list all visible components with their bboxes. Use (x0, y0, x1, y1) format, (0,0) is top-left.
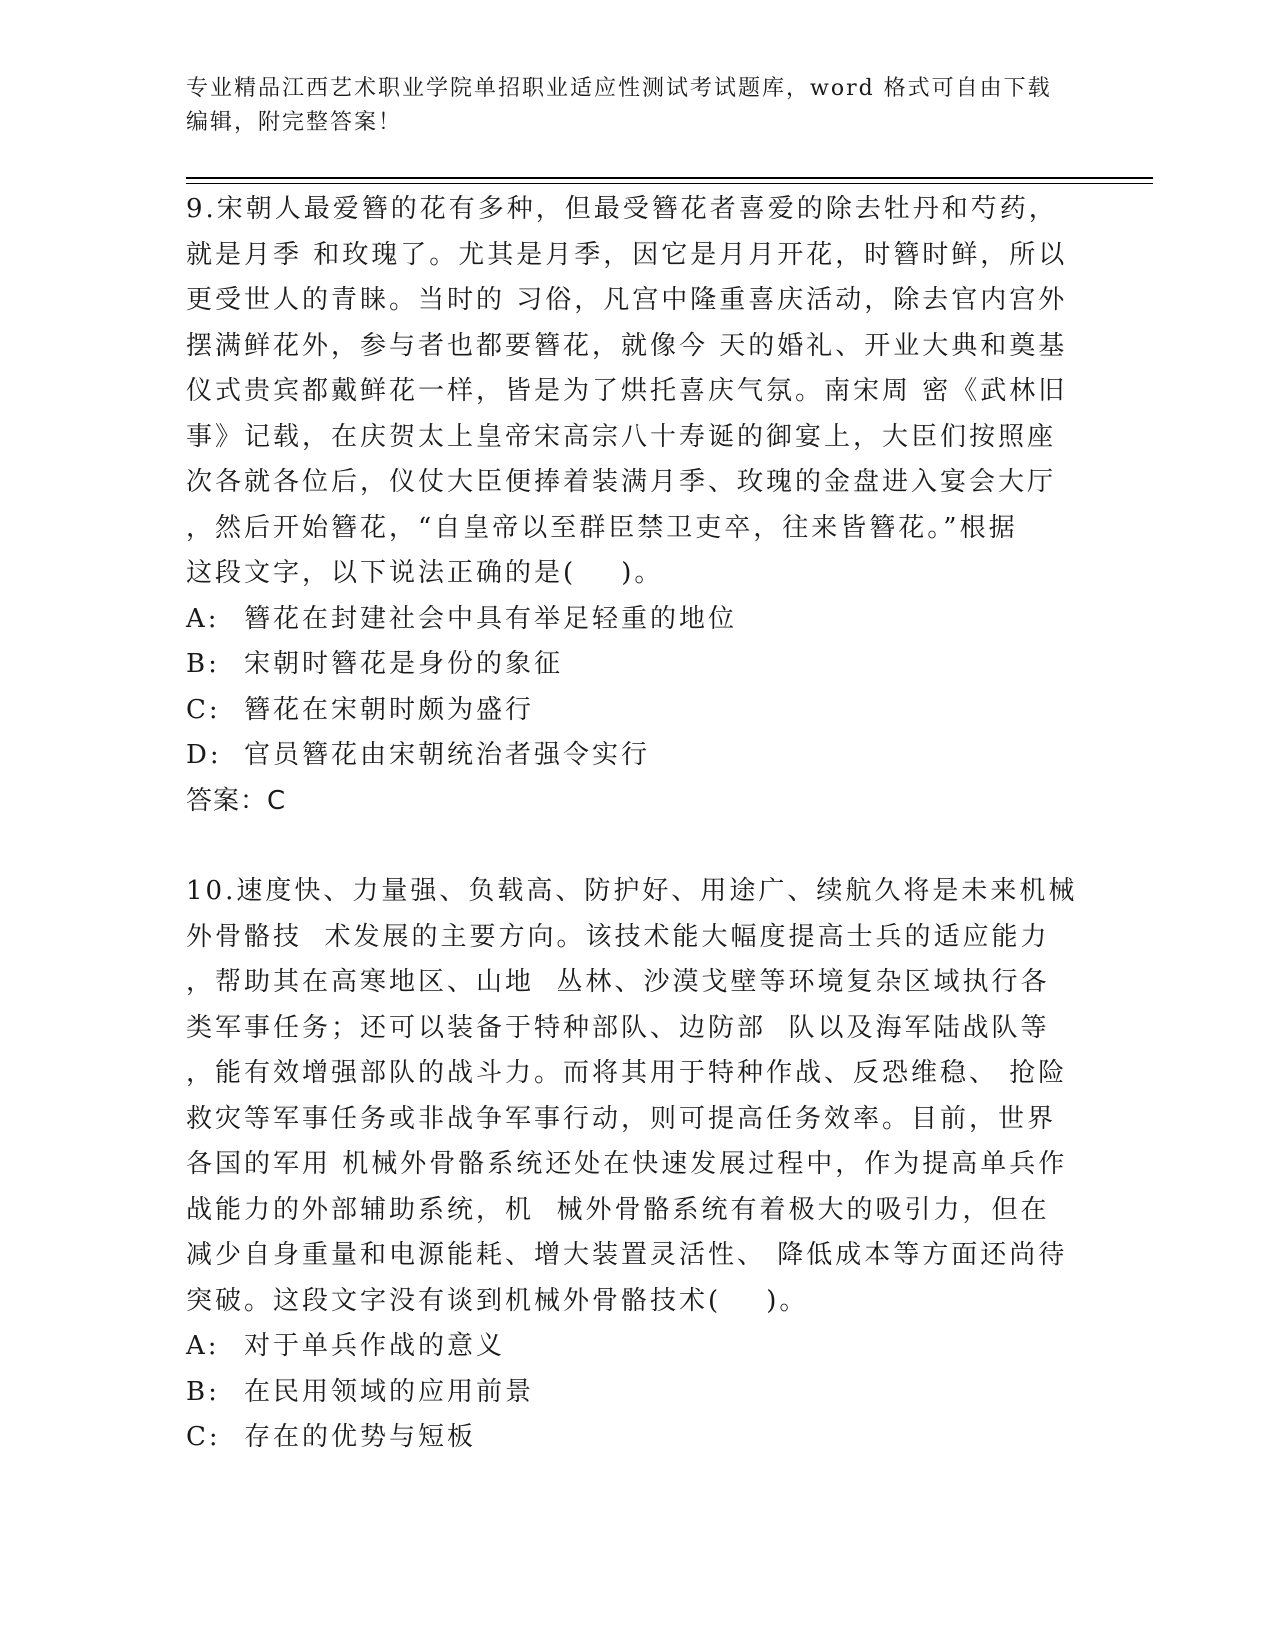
header-line-2: 编辑，附完整答案！ (186, 110, 403, 135)
option-c (186, 1415, 1086, 1461)
option-text: 存在的优势与短板 (244, 1422, 477, 1452)
question-text-line: 仪式贵宾都戴鲜花一样，皆是为了烘托喜庆气氛。南宋周 密《武林旧 (186, 376, 1068, 406)
question-text-line: ，然后开始簪花，“自皇帝以至群臣禁卫吏卒，往来皆簪花。”根据 (186, 512, 1018, 543)
question-text-line: 各国的军用 机械外骨骼系统还处在快速发展过程中，作为提高单兵作 (186, 1149, 1068, 1179)
option-a (186, 1324, 1086, 1370)
question-text-line: 次各就各位后，仪仗大臣便捧着装满月季、玫瑰的金盘进入宴会大厅 (186, 467, 1057, 497)
question-text-line: 摆满鲜花外，参与者也都要簪花，就像今 天的婚礼、开业大典和奠基 (186, 330, 1068, 361)
option-a (186, 597, 1086, 643)
question-text-line: 突破。这段文字没有谈到机械外骨骼技术( )。 (186, 1285, 809, 1316)
question-text-line: 减少自身重量和电源能耗、增大装置灵活性、 降低成本等方面还尚待 (186, 1240, 1068, 1270)
question-spacer (186, 824, 1086, 869)
option-text: 对于单兵作战的意义 (244, 1331, 506, 1361)
question-9 (186, 187, 1086, 824)
question-text-line: 更受世人的青睐。当时的 习俗，凡宫中隆重喜庆活动，除去官内宫外 (186, 285, 1068, 315)
option-text: 宋朝时簪花是身份的象征 (244, 649, 564, 679)
option-b (186, 642, 1086, 688)
header-line-1: 专业精品江西艺术职业学院单招职业适应性测试考试题库，word 格式可自由下载 (186, 76, 1052, 101)
option-text: 簪花在宋朝时颇为盛行 (244, 694, 535, 725)
question-text-line: 战能力的外部辅助系统，机 械外骨骼系统有着极大的吸引力，但在 (186, 1194, 1050, 1225)
question-text-line: ，能有效增强部队的战斗力。而将其用于特种作战、反恐维稳、 抢险 (186, 1058, 1068, 1088)
question-text-line: 类军事任务；还可以装备于特种部队、边防部 队以及海军陆战队等 (186, 1012, 1050, 1043)
option-text: 官员簪花由宋朝统治者强令实行 (244, 740, 651, 770)
question-text-line: 10.速度快、力量强、负载高、防护好、用途广、续航久将是未来机械 (186, 876, 1078, 906)
question-text-line: 9.宋朝人最爱簪的花有多种，但最受簪花者喜爱的除去牡丹和芍药， (186, 194, 1058, 224)
document-body (186, 187, 1086, 1461)
question-text-line: 这段文字，以下说法正确的是( )。 (186, 558, 664, 588)
option-d (186, 733, 1086, 779)
option-text: 簪花在封建社会中具有举足轻重的地位 (244, 603, 738, 634)
header-divider-thin (186, 183, 1153, 184)
option-text: 在民用领域的应用前景 (244, 1376, 535, 1407)
question-10 (186, 869, 1086, 1461)
question-text-line: 外骨骼技 术发展的主要方向。该技术能大幅度提高士兵的适应能力 (186, 921, 1050, 952)
option-letter: B: (186, 649, 220, 679)
question-text-line: 就是月季 和玫瑰了。尤其是月季，因它是月月开花，时簪时鲜，所以 (186, 239, 1068, 270)
option-letter: A: (186, 603, 220, 634)
option-letter: A: (186, 1331, 220, 1361)
header-divider-thick (186, 177, 1153, 179)
option-c (186, 688, 1086, 734)
option-letter: B: (186, 1376, 220, 1407)
question-text-line: 救灾等军事任务或非战争军事行动，则可提高任务效率。目前，世界 (186, 1103, 1057, 1134)
option-b (186, 1370, 1086, 1416)
option-letter: C: (186, 1422, 221, 1452)
option-letter: D: (186, 740, 222, 770)
document-header (186, 72, 1086, 140)
answer-label: 答案：C (186, 785, 287, 816)
option-letter: C: (186, 694, 221, 725)
question-text-line: 事》记载，在庆贺太上皇帝宋高宗八十寿诞的御宴上，大臣们按照座 (186, 421, 1057, 452)
question-text-line: ，帮助其在高寒地区、山地 丛林、沙漠戈壁等环境复杂区域执行各 (186, 967, 1050, 997)
